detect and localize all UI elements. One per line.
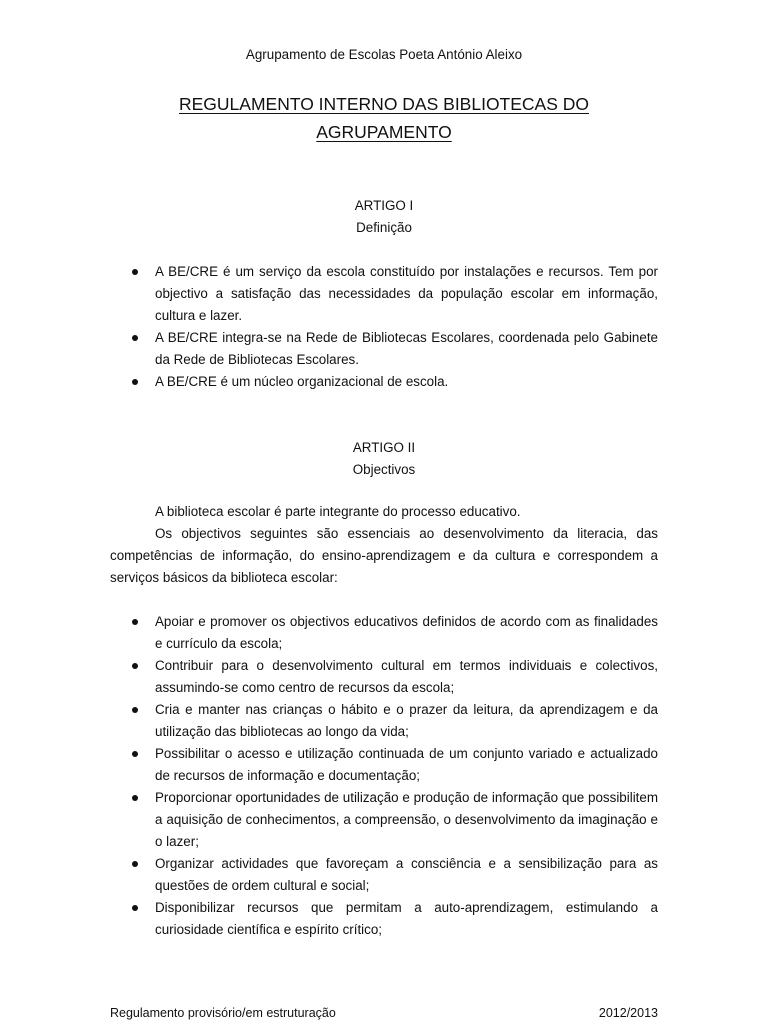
intro-paragraph-2: Os objectivos seguintes são essenciais ao desenvolvimento da literacia, das competências de informação, do ensino-aprendizagem e da cultura e correspondem a serviços básicos da biblioteca escolar: (110, 526, 658, 585)
artigo-2-list (110, 611, 658, 941)
artigo-2-number: ARTIGO II (352, 440, 416, 455)
list-item: Possibilitar o acesso e utilização continuada de um conjunto variado e actualizado de recursos de informação e documentação; (110, 743, 658, 787)
artigo-1-heading (0, 195, 768, 239)
school-name: Agrupamento de Escolas Poeta António Aleixo (245, 47, 523, 62)
intro-paragraph-1: A biblioteca escolar é parte integrante do processo educativo. (155, 504, 521, 519)
list-item: Organizar actividades que favoreçam a consciência e a sensibilização para as questões de ordem cultural e social; (110, 853, 658, 897)
artigo-1-number: ARTIGO I (354, 198, 414, 213)
footer-year: 2012/2013 (598, 1006, 658, 1020)
artigo-2-name: Objectivos (352, 462, 416, 477)
list-item: Disponibilizar recursos que permitam a auto-aprendizagem, estimulando a curiosidade científica e espírito crítico; (110, 897, 658, 941)
artigo-2-intro (110, 501, 658, 589)
list-item: A BE/CRE é um serviço da escola constituído por instalações e recursos. Tem por objectivo a satisfação das necessidades da população escolar em informação, cultura e lazer. (110, 261, 658, 327)
artigo-1-name: Definição (356, 220, 412, 235)
footer-status: Regulamento provisório/em estruturação (110, 1006, 336, 1020)
artigo-1-body (110, 261, 658, 393)
document-title (0, 90, 768, 146)
list-item: A BE/CRE é um núcleo organizacional de escola. (110, 371, 658, 393)
artigo-1-list (110, 261, 658, 393)
list-item: Apoiar e promover os objectivos educativos definidos de acordo com as finalidades e currículo da escola; (110, 611, 658, 655)
artigo-2-body (110, 611, 658, 941)
title-line-1: REGULAMENTO INTERNO DAS BIBLIOTECAS DO (178, 94, 590, 114)
list-item: A BE/CRE integra-se na Rede de Bibliotecas Escolares, coordenada pelo Gabinete da Rede de Bibliotecas Escolares. (110, 327, 658, 371)
list-item: Proporcionar oportunidades de utilização e produção de informação que possibilitem a aquisição de conhecimentos, a compreensão, o desenvolvimento da imaginação e o lazer; (110, 787, 658, 853)
list-item: Cria e manter nas crianças o hábito e o prazer da leitura, da aprendizagem e da utilização das bibliotecas ao longo da vida; (110, 699, 658, 743)
title-line-2: AGRUPAMENTO (316, 122, 452, 142)
artigo-2-heading (0, 437, 768, 481)
list-item: Contribuir para o desenvolvimento cultural em termos individuais e colectivos, assumindo-se como centro de recursos da escola; (110, 655, 658, 699)
